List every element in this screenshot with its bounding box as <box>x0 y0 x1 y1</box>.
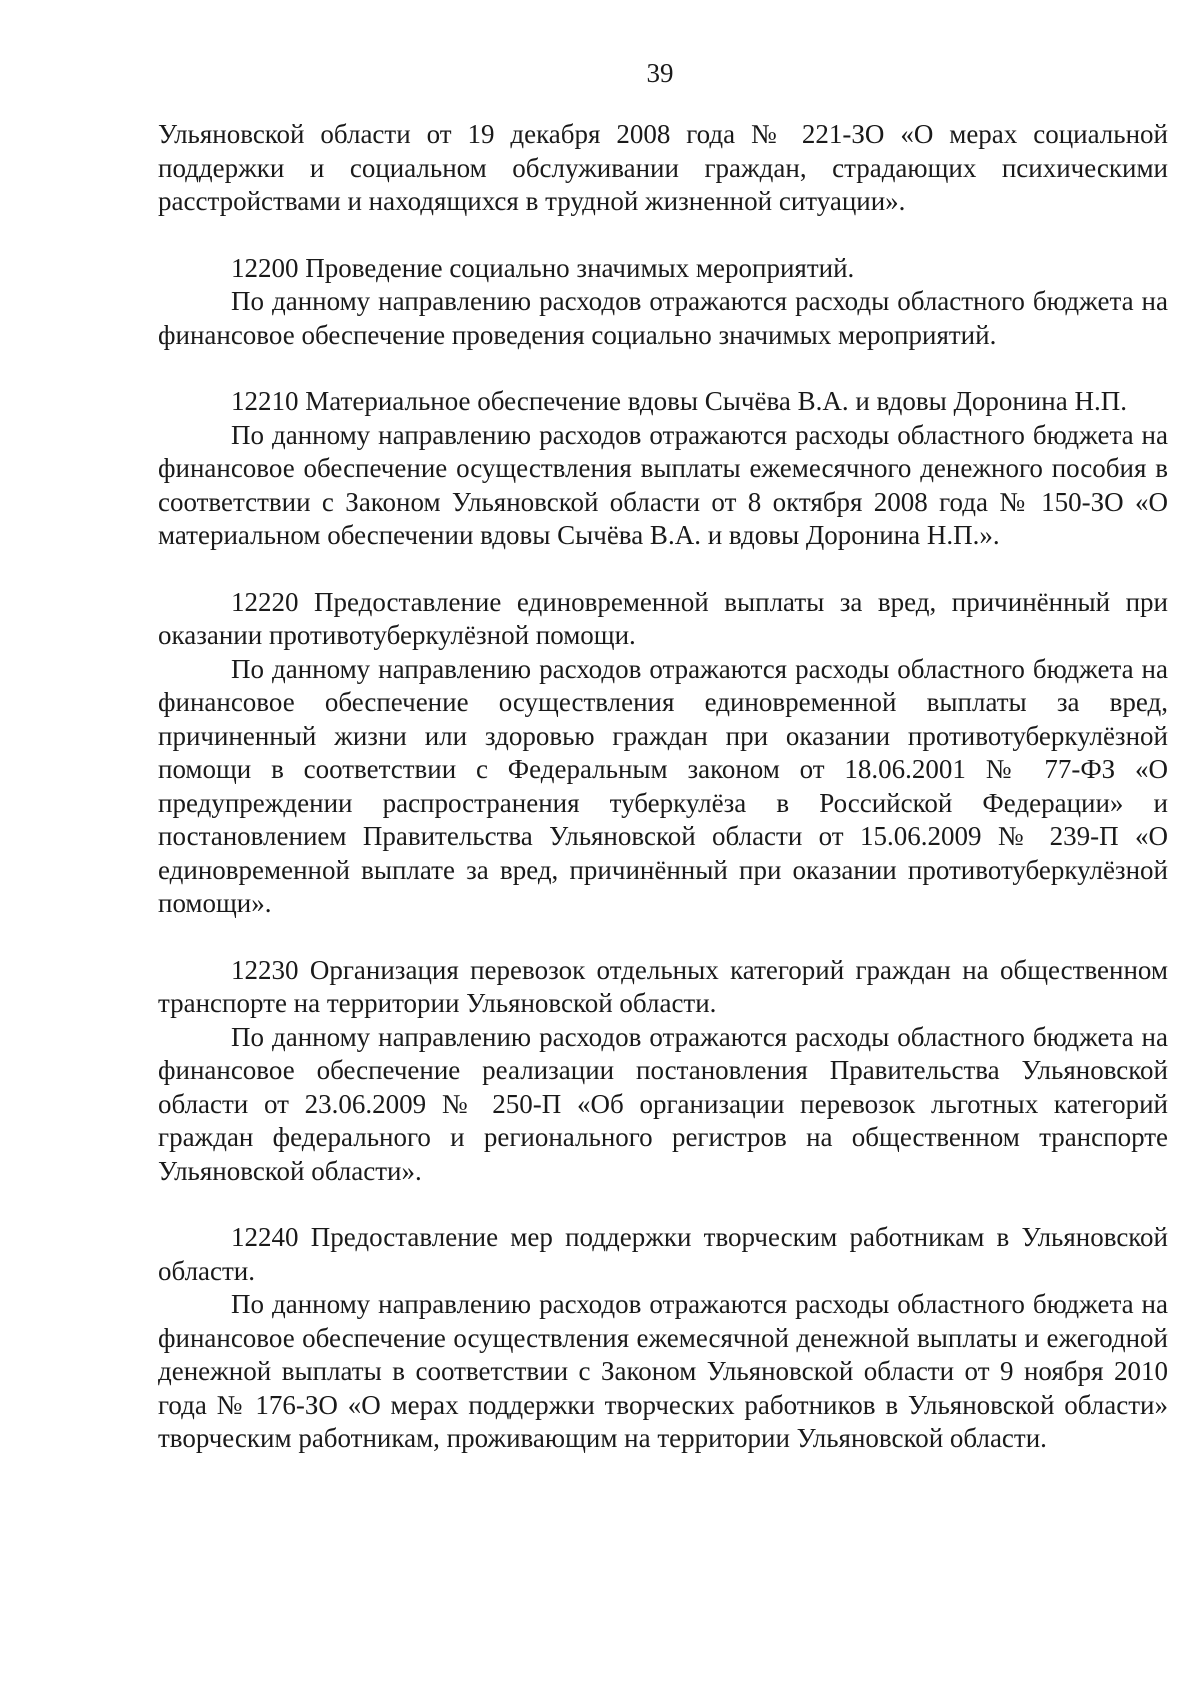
paragraph-gap <box>158 1188 1168 1221</box>
section-heading-12240: 12240 Предоставление мер поддержки творческим работникам в Ульяновской области. <box>158 1222 1168 1286</box>
section-body-12230: По данному направлению расходов отражаются расходы областного бюджета на финансовое обеспечение реализации постановления Правительства Ульяновской области от 23.06.2009 № 250-П «Об организации перевозок льготных категорий граждан федерального и регионального регистров на общественном транспорте Ульяновской области». <box>158 1021 1168 1186</box>
paragraph-gap <box>158 553 1168 586</box>
section-body-12200: По данному направлению расходов отражаются расходы областного бюджета на финансовое обеспечение проведения социально значимых мероприятий. <box>158 286 1168 350</box>
section-heading-12210: 12210 Материальное обеспечение вдовы Сычёва В.А. и вдовы Доронина Н.П. <box>231 386 1127 416</box>
page-number: 39 <box>646 58 674 88</box>
section-heading-12230: 12230 Организация перевозок отдельных категорий граждан на общественном транспорте на территории Ульяновской области. <box>158 954 1168 1018</box>
paragraph-gap <box>158 352 1168 385</box>
paragraph-gap <box>158 921 1168 954</box>
section-body-12240: По данному направлению расходов отражаются расходы областного бюджета на финансовое обеспечение осуществления ежемесячной денежной выплаты и ежегодной денежной выплаты в соответствии с Законом Ульяновской области от 9 ноября 2010 года № 176-ЗО «О мерах поддержки творческих работников в Ульяновской области» творческим работникам, проживающим на территории Ульяновской области. <box>158 1289 1168 1453</box>
paragraph-continuation: Ульяновской области от 19 декабря 2008 года № 221-ЗО «О мерах социальной поддержки и социальном обслуживании граждан, страдающих психическими расстройствами и находящихся в трудной жизненной ситуации». <box>158 119 1168 216</box>
section-heading-12200: 12200 Проведение социально значимых мероприятий. <box>231 252 855 283</box>
section-body-12210: По данному направлению расходов отражаются расходы областного бюджета на финансовое обеспечение осуществления выплаты ежемесячного денежного пособия в соответствии с Законом Ульяновской области от 8 октября 2008 года № 150-ЗО «О материальном обеспечении вдовы Сычёва В.А. и вдовы Доронина Н.П.». <box>158 419 1168 550</box>
paragraph-gap <box>158 219 1168 252</box>
section-heading-12220: 12220 Предоставление единовременной выплаты за вред, причинённый при оказании противотуберкулёзной помощи. <box>158 586 1168 650</box>
section-body-12220: По данному направлению расходов отражаются расходы областного бюджета на финансовое обеспечение осуществления единовременной выплаты за вред, причиненный жизни или здоровью граждан при оказании противотуберкулёзной помощи в соответствии с Федеральным законом от 18.06.2001 № 77-ФЗ «О предупреждении распространения туберкулёза в Российской Федерации» и постановлением Правительства Ульяновской области от 15.06.2009 № 239-П «О единовременной выплате за вред, причинённый при оказании противотуберкулёзной помощи». <box>158 653 1168 918</box>
document-body <box>158 118 1168 1456</box>
